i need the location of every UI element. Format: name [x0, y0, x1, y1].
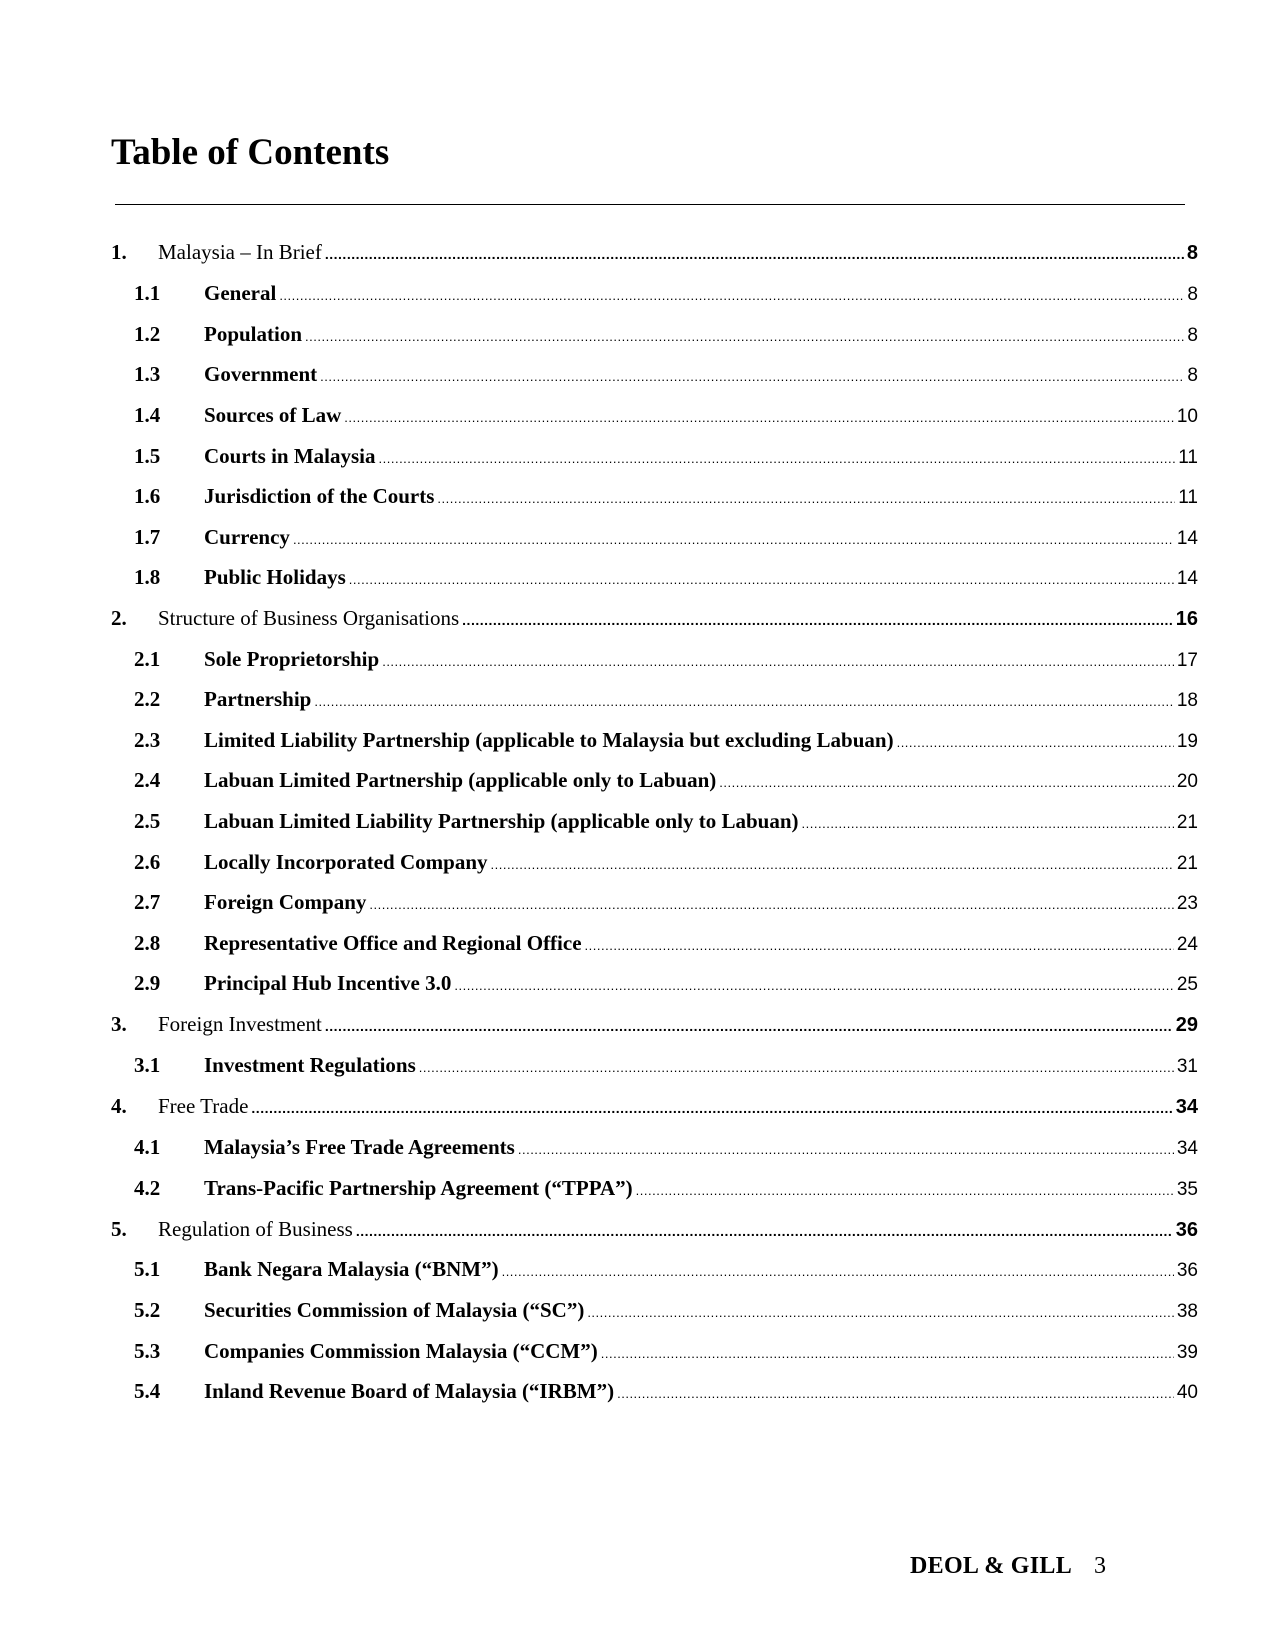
- toc-entry-number: 5.: [111, 1217, 127, 1241]
- toc-entry[interactable]: [111, 1217, 1198, 1242]
- toc-entry-number: 1.7: [134, 525, 161, 549]
- dot-leader: [462, 612, 1173, 628]
- toc-entry[interactable]: [134, 1339, 1198, 1364]
- toc-entry-label: Malaysia – In Brief: [158, 240, 322, 264]
- toc-entry-label: Sources of Law: [204, 403, 342, 427]
- toc-entry-page: 39: [1176, 1342, 1198, 1363]
- toc-entry[interactable]: [134, 565, 1198, 590]
- toc-entry[interactable]: [134, 1053, 1198, 1078]
- toc-entry[interactable]: [134, 890, 1198, 915]
- toc-entry-page: 38: [1176, 1301, 1198, 1322]
- dot-leader: [251, 1100, 1172, 1116]
- toc-entry-label: Free Trade: [158, 1094, 249, 1118]
- toc-entry-number: 1.1: [134, 281, 161, 305]
- toc-entry-number: 2.9: [134, 971, 161, 995]
- page-title: Table of Contents: [111, 132, 390, 173]
- toc-entry-page: 23: [1176, 893, 1198, 914]
- toc-entry[interactable]: [134, 1176, 1198, 1201]
- toc-entry[interactable]: [134, 687, 1198, 712]
- toc-entry-page: 16: [1175, 608, 1198, 630]
- toc-entry[interactable]: [134, 322, 1198, 347]
- toc-entry-number: 1.4: [134, 403, 161, 427]
- dot-leader: [587, 1305, 1174, 1320]
- toc-entry-number: 2.3: [134, 728, 161, 752]
- dot-leader: [325, 246, 1184, 262]
- toc-entry-label: Regulation of Business: [158, 1217, 353, 1241]
- toc-entry-label: Jurisdiction of the Courts: [204, 484, 435, 508]
- toc-entry-label: Foreign Company: [204, 890, 367, 914]
- toc-entry[interactable]: [134, 728, 1198, 753]
- toc-entry-label: Structure of Business Organisations: [158, 606, 460, 630]
- dot-leader: [585, 938, 1174, 953]
- toc-entry-number: 1.: [111, 240, 127, 264]
- toc-entry-number: 4.: [111, 1094, 127, 1118]
- toc-entry[interactable]: [134, 850, 1198, 875]
- dot-leader: [518, 1142, 1174, 1157]
- toc-entry-number: 4.1: [134, 1135, 161, 1159]
- toc-entry[interactable]: [134, 971, 1198, 996]
- toc-entry-page: 29: [1175, 1014, 1198, 1036]
- toc-entry-number: 5.2: [134, 1298, 161, 1322]
- toc-entry[interactable]: [134, 362, 1198, 387]
- dot-leader: [314, 694, 1174, 709]
- toc-entry-number: 2.1: [134, 647, 161, 671]
- toc-entry-page: 10: [1176, 406, 1198, 427]
- toc-entry-page: 21: [1176, 812, 1198, 833]
- toc-entry-number: 2.: [111, 606, 127, 630]
- toc-entry[interactable]: [111, 1012, 1198, 1037]
- dot-leader: [617, 1386, 1174, 1401]
- toc-entry[interactable]: [134, 1257, 1198, 1282]
- toc-entry-number: 1.2: [134, 322, 161, 346]
- toc-entry-label: Sole Proprietorship: [204, 647, 380, 671]
- toc-entry-label: Labuan Limited Liability Partnership (applicable only to Labuan): [204, 809, 799, 833]
- toc-entry-number: 2.2: [134, 687, 161, 711]
- toc-entry-label: Trans-Pacific Partnership Agreement (“TPPA”): [204, 1176, 633, 1200]
- toc-entry-page: 8: [1186, 242, 1198, 264]
- toc-entry-number: 1.8: [134, 565, 161, 589]
- toc-entry[interactable]: [134, 484, 1198, 509]
- dot-leader: [325, 1018, 1173, 1034]
- dot-leader: [379, 451, 1176, 466]
- dot-leader: [636, 1183, 1174, 1198]
- dot-leader: [369, 897, 1173, 912]
- dot-leader: [802, 816, 1174, 831]
- toc-entry-page: 35: [1176, 1179, 1198, 1200]
- toc-entry-page: 11: [1178, 447, 1198, 468]
- toc-entry-label: Bank Negara Malaysia (“BNM”): [204, 1257, 499, 1281]
- toc-entry-page: 36: [1175, 1219, 1198, 1241]
- toc-entry[interactable]: [134, 809, 1198, 834]
- toc-entry[interactable]: [111, 240, 1198, 265]
- toc-entry-number: 2.5: [134, 809, 161, 833]
- toc-entry-label: Malaysia’s Free Trade Agreements: [204, 1135, 515, 1159]
- toc-entry[interactable]: [134, 281, 1198, 306]
- dot-leader: [491, 857, 1174, 872]
- toc-entry-number: 2.7: [134, 890, 161, 914]
- toc-entry-label: Population: [204, 322, 303, 346]
- toc-entry[interactable]: [134, 768, 1198, 793]
- toc-entry-number: 1.5: [134, 444, 161, 468]
- toc-entry-page: 31: [1176, 1056, 1198, 1077]
- dot-leader: [419, 1060, 1174, 1075]
- toc-entry-number: 3.: [111, 1012, 127, 1036]
- toc-entry-label: Limited Liability Partnership (applicable to Malaysia but excluding Labuan): [204, 728, 894, 752]
- toc-entry-label: Locally Incorporated Company: [204, 850, 488, 874]
- firm-name: DEOL & GILL: [910, 1553, 1073, 1579]
- toc-entry-number: 5.1: [134, 1257, 161, 1281]
- dot-leader: [719, 775, 1174, 790]
- dot-leader: [356, 1223, 1173, 1239]
- toc-entry-page: 20: [1176, 771, 1198, 792]
- toc-entry-page: 24: [1176, 934, 1198, 955]
- toc-entry-label: Public Holidays: [204, 565, 346, 589]
- toc-entry[interactable]: [134, 647, 1198, 672]
- dot-leader: [293, 532, 1174, 547]
- toc-entry-page: 14: [1176, 528, 1198, 549]
- toc-entry-label: Securities Commission of Malaysia (“SC”): [204, 1298, 585, 1322]
- dot-leader: [454, 978, 1174, 993]
- toc-entry[interactable]: [134, 403, 1198, 428]
- toc-entry[interactable]: [111, 1094, 1198, 1119]
- toc-entry-label: Labuan Limited Partnership (applicable only to Labuan): [204, 768, 717, 792]
- toc-entry[interactable]: [134, 525, 1198, 550]
- toc-entry-page: 34: [1176, 1138, 1198, 1159]
- dot-leader: [897, 735, 1174, 750]
- toc-entry-page: 36: [1176, 1260, 1198, 1281]
- toc-entry-page: 8: [1187, 284, 1198, 305]
- page-footer: [910, 1553, 1106, 1580]
- toc-entry-page: 21: [1176, 853, 1198, 874]
- toc-entry-label: Courts in Malaysia: [204, 444, 376, 468]
- toc-entry-number: 4.2: [134, 1176, 161, 1200]
- dot-leader: [320, 369, 1184, 384]
- toc-entry-number: 5.4: [134, 1379, 161, 1403]
- toc-entry-page: 8: [1187, 365, 1198, 386]
- dot-leader: [601, 1346, 1174, 1361]
- toc-entry[interactable]: [134, 931, 1198, 956]
- page-number: 3: [1094, 1553, 1107, 1579]
- toc-entry-label: Inland Revenue Board of Malaysia (“IRBM”): [204, 1379, 615, 1403]
- toc-entry-label: Investment Regulations: [204, 1053, 416, 1077]
- dot-leader: [349, 572, 1174, 587]
- toc-entry-number: 1.3: [134, 362, 161, 386]
- toc-entry-number: 2.4: [134, 768, 161, 792]
- dot-leader: [279, 288, 1184, 303]
- toc-entry-page: 25: [1176, 974, 1198, 995]
- toc-entry-page: 14: [1176, 568, 1198, 589]
- toc-entry-number: 3.1: [134, 1053, 161, 1077]
- toc-entry-label: Foreign Investment: [158, 1012, 322, 1036]
- dot-leader: [305, 329, 1184, 344]
- toc-entry-label: Principal Hub Incentive 3.0: [204, 971, 452, 995]
- toc-entry[interactable]: [134, 444, 1198, 469]
- title-divider: [115, 204, 1185, 205]
- toc-entry-page: 17: [1176, 650, 1198, 671]
- toc-entry-page: 34: [1175, 1096, 1198, 1118]
- toc-entry-page: 19: [1176, 731, 1198, 752]
- toc-entry-page: 8: [1187, 325, 1198, 346]
- toc-entry-number: 2.8: [134, 931, 161, 955]
- toc-entry[interactable]: [134, 1135, 1198, 1160]
- toc-entry[interactable]: [111, 606, 1198, 631]
- dot-leader: [344, 410, 1174, 425]
- toc-entry-page: 11: [1178, 487, 1198, 508]
- toc-entry-label: General: [204, 281, 277, 305]
- toc-entry-label: Government: [204, 362, 318, 386]
- dot-leader: [502, 1264, 1174, 1279]
- toc-entry-label: Companies Commission Malaysia (“CCM”): [204, 1339, 598, 1363]
- toc-entry-page: 40: [1176, 1382, 1198, 1403]
- toc-entry-page: 18: [1176, 690, 1198, 711]
- toc-entry-label: Representative Office and Regional Office: [204, 931, 582, 955]
- dot-leader: [382, 654, 1174, 669]
- dot-leader: [437, 491, 1175, 506]
- toc-entry[interactable]: [134, 1298, 1198, 1323]
- toc-entry-number: 5.3: [134, 1339, 161, 1363]
- toc-entry-label: Currency: [204, 525, 290, 549]
- toc-entry-label: Partnership: [204, 687, 312, 711]
- toc-entry[interactable]: [134, 1379, 1198, 1404]
- toc-entry-number: 2.6: [134, 850, 161, 874]
- toc-entry-number: 1.6: [134, 484, 161, 508]
